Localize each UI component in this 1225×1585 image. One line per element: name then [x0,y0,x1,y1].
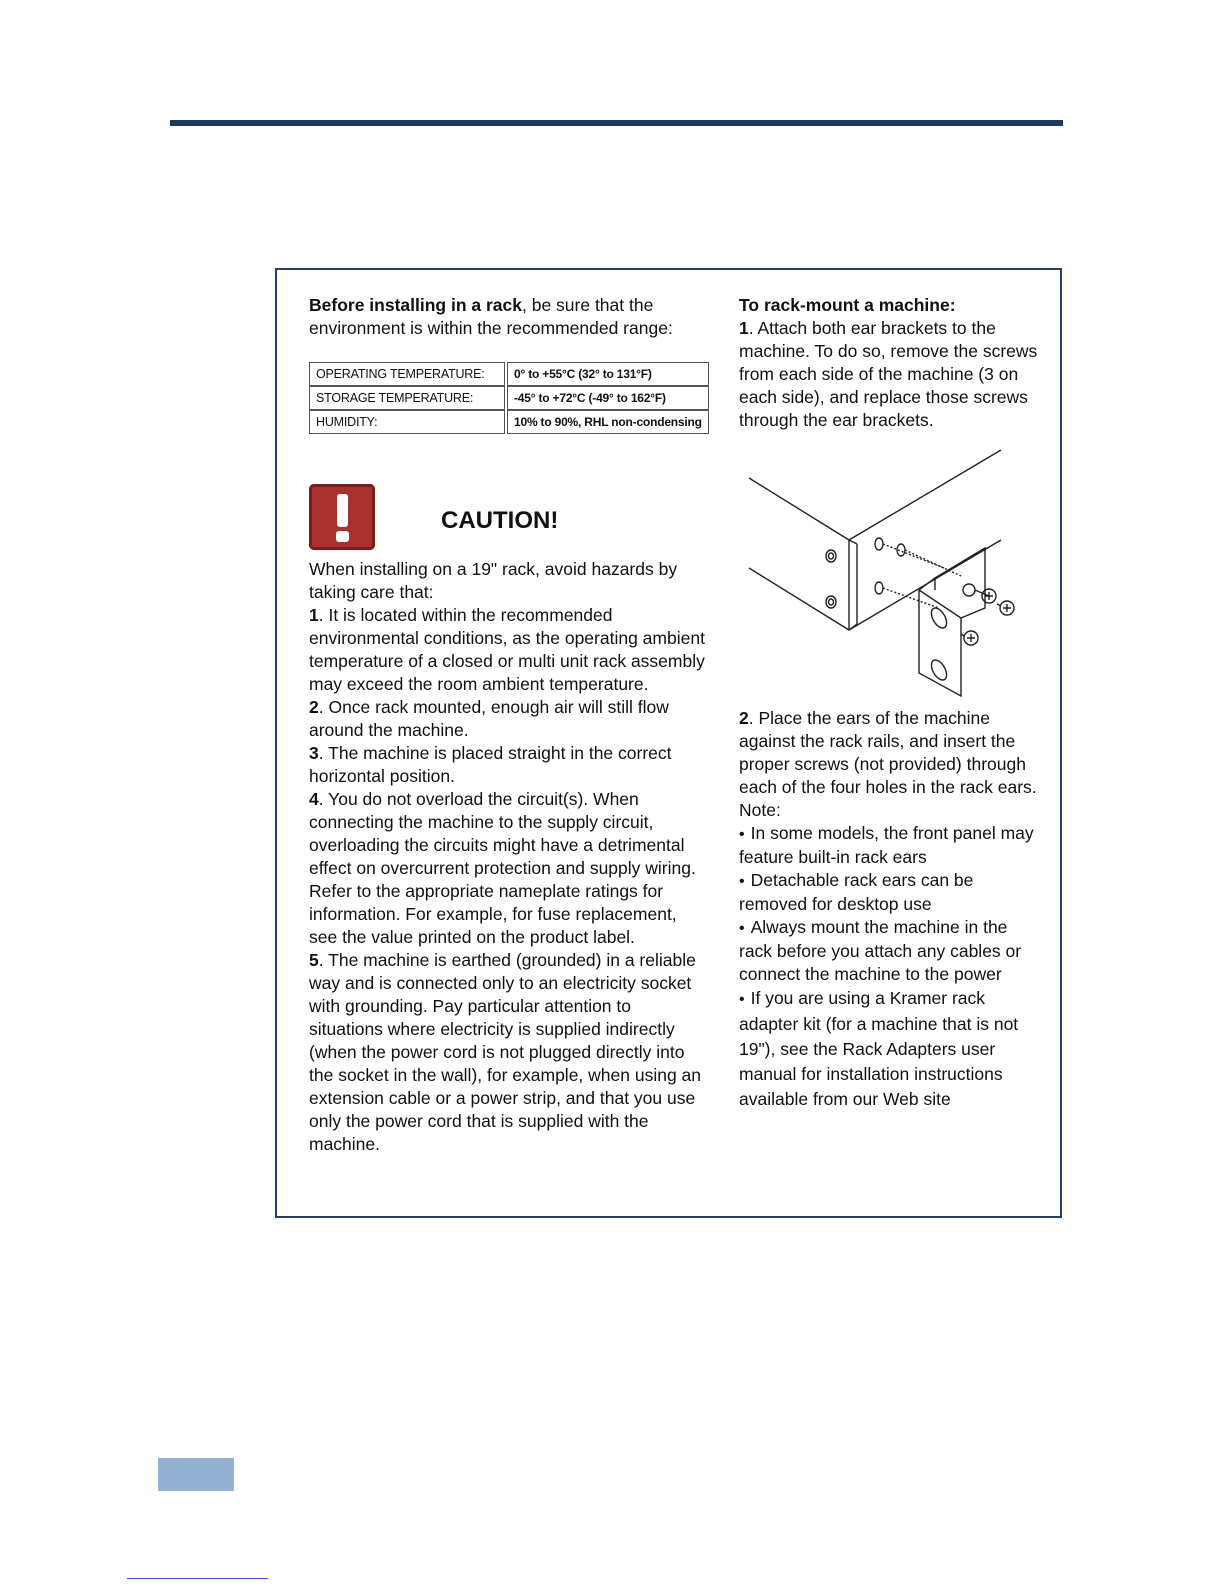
page-number-tab [158,1458,234,1491]
environment-intro [309,294,709,340]
environment-table [309,362,709,434]
table-label: STORAGE TEMPERATURE: [309,386,505,410]
left-column [309,294,709,1156]
caution-item-4: 4. You do not overload the circuit(s). When connecting the machine to the supply circuit, overloading the circuits might have a detrimental effect on overcurrent protection and supply wiring. Refer to the appropriate nameplate ratings for information. For example, for fuse replacement, see the value printed on the product label. [309,789,696,947]
caution-intro: When installing on a 19" rack, avoid hazards by taking care that: [309,559,678,602]
mount-step-2: 2. Place the ears of the machine against the rack rails, and insert the proper screws (not provided) through each of the four holes in the rack ears. [739,708,1037,797]
table-value: -45° to +72°C (-49° to 162°F) [507,386,709,410]
warning-exclamation-icon [309,484,375,550]
mount-step-1: 1. Attach both ear brackets to the machine. To do so, remove the screws from each side of the machine (3 on each side), and replace those screws through the ear brackets. [739,318,1038,430]
bottom-rule [127,1578,268,1579]
environment-intro-text: , be sure that the environment is within the recommended range: [309,295,673,338]
header-rule [170,120,1063,126]
environment-intro-bold: Before installing in a rack [309,295,522,315]
right-column [739,294,1039,1112]
mount-heading: To rack-mount a machine: [739,295,956,315]
table-row [309,386,709,410]
caution-header [309,482,709,552]
note-item: • In some models, the front panel may feature built-in rack ears [739,822,1039,869]
caution-item-1: 1. It is located within the recommended environmental conditions, as the operating ambient temperature of a closed or multi unit rack assembly may exceed the room ambient temperature. [309,605,705,694]
caution-item-3: 3. The machine is placed straight in the correct horizontal position. [309,743,672,786]
table-row [309,410,709,434]
note-item: • If you are using a Kramer rack adapter kit (for a machine that is not 19"), see the Rack Adapters user manual for installation instructions available from our Web site [739,986,1039,1112]
caution-item-2: 2. Once rack mounted, enough air will still flow around the machine. [309,697,669,740]
note-label: Note: [739,800,781,820]
rack-mount-panel [275,268,1062,1218]
caution-item-5: 5. The machine is earthed (grounded) in a reliable way and is connected only to an electricity socket with grounding. Pay particular attention to situations where electricity is supplied indirectly (when the power cord is not plugged directly into the socket in the wall), for example, when using an extension cable or a power strip, and that you use only the power cord that is supplied with the machine. [309,950,702,1154]
rack-ear-diagram [739,448,1039,698]
caution-title: CAUTION! [441,507,559,534]
table-value: 10% to 90%, RHL non-condensing [507,410,709,434]
table-label: OPERATING TEMPERATURE: [309,362,505,386]
table-label: HUMIDITY: [309,410,505,434]
table-value: 0° to +55°C (32° to 131°F) [507,362,709,386]
note-item: • Always mount the machine in the rack before you attach any cables or connect the machine to the power [739,916,1039,986]
table-row [309,362,709,386]
note-item: • Detachable rack ears can be removed for desktop use [739,869,1039,916]
